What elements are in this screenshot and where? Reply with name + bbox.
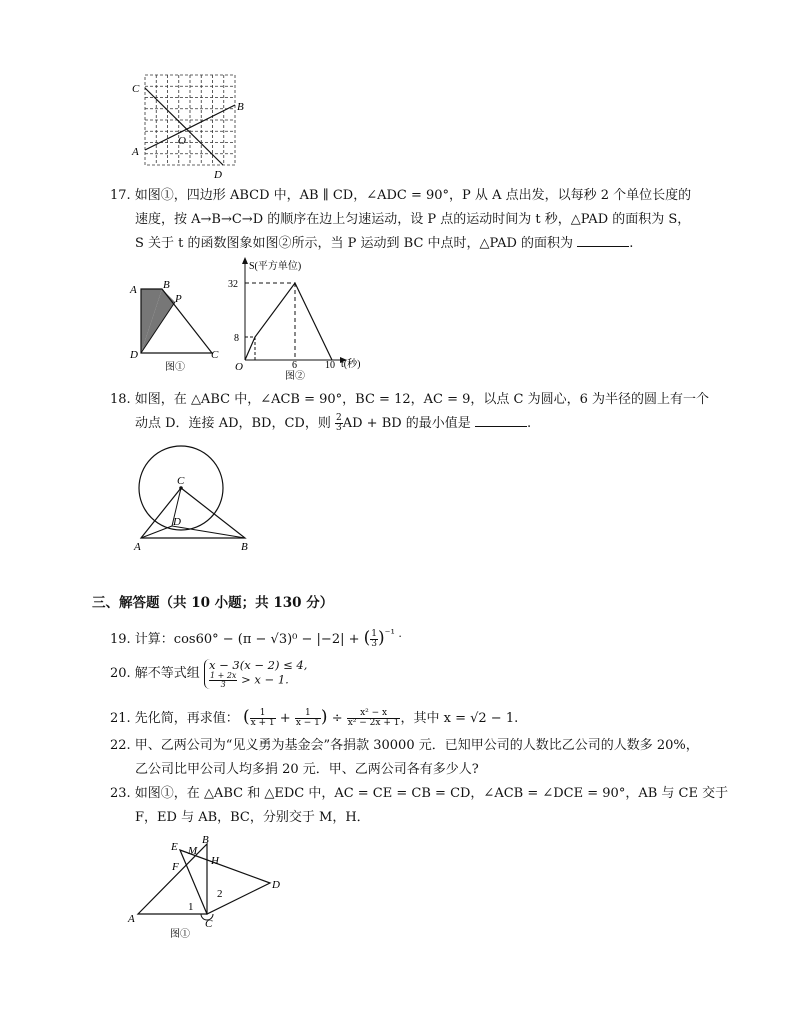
label-m: M <box>188 845 198 857</box>
label-f: F <box>172 861 179 873</box>
label-d: D <box>173 516 181 528</box>
x-tick-6: 6 <box>292 360 297 371</box>
label-c: C <box>205 918 213 930</box>
label-e: E <box>171 841 178 853</box>
question-17-line-3 <box>135 232 633 256</box>
fraction-1-over-x-minus-1 <box>295 709 321 728</box>
answer-blank-17[interactable] <box>577 234 629 247</box>
label-d: D <box>130 349 138 361</box>
left-paren: ( <box>242 707 250 727</box>
fraction-denominator: x − 1 <box>295 718 320 728</box>
question-19 <box>110 622 402 652</box>
figure-caption: 图① <box>170 929 190 940</box>
question-17-text: S 关于 t 的函数图象如图②所示，当 P 运动到 BC 中点时，△PAD 的面积为 <box>135 236 574 251</box>
fraction-numerator: x² − x <box>347 709 401 719</box>
question-18-text-b: AD + BD 的最小值是 <box>342 416 471 431</box>
grid-lines <box>145 75 235 165</box>
figure-caption: 图① <box>165 362 185 373</box>
label-d: D <box>272 879 280 891</box>
fraction-denominator: x + 1 <box>250 718 275 728</box>
inequality-2-rhs: > x − 1. <box>241 672 289 686</box>
fraction-denominator: 3 <box>371 639 378 649</box>
label-a: A <box>128 913 135 925</box>
label-p: P <box>175 293 182 305</box>
question-20-label: 20. 解不等式组 <box>110 666 200 681</box>
fraction-quotient <box>347 709 401 728</box>
inequality-2 <box>209 672 307 689</box>
left-paren: ( <box>363 628 371 648</box>
origin-label: O <box>235 361 243 373</box>
question-18-period: . <box>526 416 532 431</box>
fraction-numerator: 2 <box>336 413 342 423</box>
inequality-2-fraction <box>209 672 237 689</box>
fraction-denominator: 3 <box>336 423 342 433</box>
figure-23-triangles <box>125 830 290 945</box>
angle-label-2: 2 <box>217 888 223 900</box>
label-d: D <box>214 169 222 181</box>
section-3-title: 三、解答题（共 10 小题；共 130 分） <box>92 595 334 611</box>
question-17-period: . <box>629 236 634 251</box>
question-20 <box>110 654 307 694</box>
question-22-line-2: 乙公司比甲公司人均多捐 20 元．甲、乙两公司各有多少人? <box>135 762 479 777</box>
right-paren: ) <box>320 707 328 727</box>
y-tick-8: 8 <box>234 333 239 344</box>
figure-17-quadrilateral <box>125 275 230 375</box>
y-tick-32: 32 <box>228 279 238 290</box>
x-axis-label: t(秒) <box>341 359 361 370</box>
question-17-line-2: 速度，按 A→B→C→D 的顺序在边上匀速运动，设 P 点的运动时间为 t 秒，△PAD 的面积为 S， <box>135 212 691 227</box>
label-b: B <box>163 279 170 291</box>
figure-18-circle <box>125 438 265 558</box>
label-a: A <box>134 541 141 553</box>
question-19-text-a: 19. 计算：cos60° − (π − √3)⁰ − |−2| + <box>110 632 360 647</box>
question-21: 21. 先化简，再求值： ( $\frac{1}{x + 1}$ + $\frac{1}{x - 1}$ ) ÷ $\frac{\text{x² − x}}{\text{x² − 2x + 1}}$ ，其中 x = √2 − 1. <box>110 707 519 728</box>
graph-s-of-t <box>245 283 332 360</box>
question-22-line-1: 22. 甲、乙两公司为“见义勇为基金会”各捐款 30000 元．已知甲公司的人数比乙公司的人数多 20%， <box>110 738 699 753</box>
question-23-line-1: 23. 如图①，在 △ABC 和 △EDC 中，AC = CE = CB = CD，∠ACB = ∠DCE = 90°，AB 与 CE 交于 <box>110 786 729 801</box>
label-c: C <box>132 83 140 95</box>
fraction-denominator: x² − 2x + 1 <box>347 718 400 728</box>
inequality-1: x − 3(x − 2) ≤ 4, <box>208 657 308 672</box>
y-axis-label: S(平方单位) <box>249 261 302 272</box>
label-c: C <box>177 475 185 487</box>
fraction-denominator: 3 <box>220 679 226 689</box>
figure-17-graph <box>225 255 380 385</box>
fraction-numerator: 1 <box>295 709 321 719</box>
figure-caption: 图② <box>285 371 305 382</box>
y-axis-arrow <box>242 257 248 264</box>
label-b: B <box>202 834 209 846</box>
label-a: A <box>132 146 139 158</box>
angle-label-1: 1 <box>188 901 194 913</box>
label-o: O <box>178 135 186 147</box>
x-tick-10: 10 <box>325 360 335 371</box>
question-19-text-b: ⁻¹ . <box>384 627 402 640</box>
question-18-text-a: 动点 D．连接 AD，BD，CD，则 <box>135 416 331 431</box>
fraction-numerator: 1 <box>250 709 276 719</box>
question-21-tail: ，其中 x = √2 − 1. <box>400 711 519 726</box>
fraction-two-thirds <box>335 414 343 433</box>
label-c: C <box>211 349 219 361</box>
inequality-system <box>204 659 307 689</box>
question-18-line-1: 18. 如图，在 △ABC 中，∠ACB = 90°，BC = 12，AC = 9，以点 C 为圆心，6 为半径的圆上有一个 <box>110 392 709 407</box>
fraction-one-third <box>370 630 378 649</box>
triangle-abc <box>141 488 245 538</box>
figure-16-grid <box>130 70 250 180</box>
question-23-line-2: F，ED 与 AB，BC，分别交于 M，H． <box>135 810 370 825</box>
question-17-line-1: 17. 如图①，四边形 ABCD 中，AB ∥ CD，∠ADC = 90°，P 从 A 点出发，以每秒 2 个单位长度的 <box>110 188 692 203</box>
segment-bd <box>172 526 245 538</box>
label-b: B <box>237 101 244 113</box>
fraction-numerator: 1 + 2x <box>209 670 237 680</box>
fraction-1-over-x-plus-1 <box>250 709 276 728</box>
question-18-line-2 <box>135 412 531 436</box>
answer-blank-18[interactable] <box>475 414 527 427</box>
label-b: B <box>241 541 248 553</box>
question-21-label: 21. 先化简，再求值： <box>110 711 239 726</box>
fraction-numerator: 1 <box>371 629 378 639</box>
label-a: A <box>130 284 137 296</box>
right-paren: ) <box>378 628 385 648</box>
label-h: H <box>211 855 219 867</box>
triangle-edc <box>180 850 270 914</box>
